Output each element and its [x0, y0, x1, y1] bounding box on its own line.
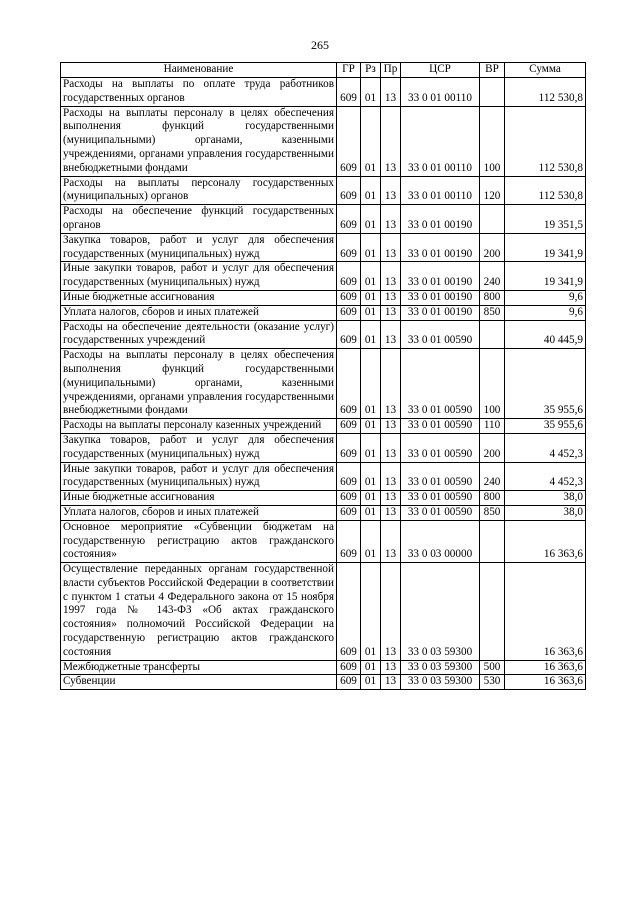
cell-pr: 13 — [381, 563, 401, 661]
cell-rz: 01 — [361, 419, 381, 434]
cell-name: Субвенции — [61, 675, 337, 690]
cell-pr: 13 — [381, 305, 401, 320]
cell-pr: 13 — [381, 462, 401, 491]
table-body — [61, 78, 586, 690]
table-row — [61, 176, 586, 205]
cell-rz: 01 — [361, 563, 381, 661]
cell-pr: 13 — [381, 205, 401, 234]
header-name: Наименование — [61, 63, 337, 78]
table-row — [61, 349, 586, 419]
cell-rz: 01 — [361, 462, 381, 491]
cell-sum: 16 363,6 — [505, 675, 586, 690]
cell-name: Расходы на обеспечение деятельности (оказание услуг) государственных учреждений — [61, 320, 337, 349]
table-row — [61, 520, 586, 562]
cell-pr: 13 — [381, 233, 401, 262]
cell-rz: 01 — [361, 320, 381, 349]
cell-gr: 609 — [337, 205, 361, 234]
cell-sum: 35 955,6 — [505, 419, 586, 434]
table-row — [61, 433, 586, 462]
table-row — [61, 106, 586, 176]
cell-csr: 33 0 03 59300 — [401, 675, 480, 690]
cell-name: Уплата налогов, сборов и иных платежей — [61, 305, 337, 320]
cell-vr: 500 — [480, 660, 505, 675]
cell-sum: 35 955,6 — [505, 349, 586, 419]
cell-sum: 4 452,3 — [505, 462, 586, 491]
cell-pr: 13 — [381, 349, 401, 419]
cell-csr: 33 0 03 59300 — [401, 563, 480, 661]
cell-name: Уплата налогов, сборов и иных платежей — [61, 505, 337, 520]
cell-rz: 01 — [361, 262, 381, 291]
cell-vr: 120 — [480, 176, 505, 205]
cell-csr: 33 0 01 00590 — [401, 491, 480, 506]
cell-vr — [480, 320, 505, 349]
table-row — [61, 491, 586, 506]
cell-vr: 200 — [480, 233, 505, 262]
cell-sum: 9,6 — [505, 305, 586, 320]
cell-gr: 609 — [337, 290, 361, 305]
cell-vr — [480, 205, 505, 234]
cell-gr: 609 — [337, 505, 361, 520]
cell-sum: 4 452,3 — [505, 433, 586, 462]
cell-vr: 100 — [480, 106, 505, 176]
table-row — [61, 78, 586, 107]
cell-pr: 13 — [381, 491, 401, 506]
cell-name: Расходы на выплаты персоналу в целях обеспечения выполнения функций государственными (муниципальными) органами, казенными учреждениями, органами управления государственными внебюджетными фондами — [61, 349, 337, 419]
cell-pr: 13 — [381, 433, 401, 462]
cell-name: Расходы на выплаты персоналу казенных учреждений — [61, 419, 337, 434]
cell-pr: 13 — [381, 106, 401, 176]
table-row — [61, 205, 586, 234]
header-rz: Рз — [361, 63, 381, 78]
cell-vr: 850 — [480, 305, 505, 320]
cell-csr: 33 0 01 00110 — [401, 78, 480, 107]
cell-pr: 13 — [381, 78, 401, 107]
cell-csr: 33 0 01 00190 — [401, 290, 480, 305]
header-vr: ВР — [480, 63, 505, 78]
header-csr: ЦСР — [401, 63, 480, 78]
cell-gr: 609 — [337, 349, 361, 419]
cell-sum: 19 341,9 — [505, 233, 586, 262]
cell-vr: 850 — [480, 505, 505, 520]
cell-sum: 38,0 — [505, 505, 586, 520]
cell-gr: 609 — [337, 320, 361, 349]
cell-vr: 800 — [480, 290, 505, 305]
cell-pr: 13 — [381, 419, 401, 434]
cell-pr: 13 — [381, 505, 401, 520]
table-row — [61, 505, 586, 520]
cell-pr: 13 — [381, 290, 401, 305]
cell-csr: 33 0 03 59300 — [401, 660, 480, 675]
cell-rz: 01 — [361, 491, 381, 506]
cell-csr: 33 0 01 00590 — [401, 320, 480, 349]
cell-vr — [480, 563, 505, 661]
table-row — [61, 462, 586, 491]
cell-gr: 609 — [337, 563, 361, 661]
cell-csr: 33 0 03 00000 — [401, 520, 480, 562]
header-pr: Пр — [381, 63, 401, 78]
cell-vr: 800 — [480, 491, 505, 506]
cell-gr: 609 — [337, 660, 361, 675]
table-row — [61, 305, 586, 320]
cell-gr: 609 — [337, 305, 361, 320]
table-row — [61, 419, 586, 434]
cell-gr: 609 — [337, 520, 361, 562]
cell-name: Иные закупки товаров, работ и услуг для обеспечения государственных (муниципальных) нужд — [61, 462, 337, 491]
table-row — [61, 320, 586, 349]
cell-pr: 13 — [381, 176, 401, 205]
cell-name: Закупка товаров, работ и услуг для обеспечения государственных (муниципальных) нужд — [61, 433, 337, 462]
cell-vr: 110 — [480, 419, 505, 434]
cell-name: Расходы на выплаты по оплате труда работников государственных органов — [61, 78, 337, 107]
cell-sum: 19 351,5 — [505, 205, 586, 234]
cell-rz: 01 — [361, 433, 381, 462]
cell-csr: 33 0 01 00190 — [401, 233, 480, 262]
cell-sum: 112 530,8 — [505, 78, 586, 107]
cell-name: Осуществление переданных органам государственной власти субъектов Российской Федерации в соответствии с пунктом 1 статьи 4 Федерального закона от 15 ноября 1997 года № 143-ФЗ «Об актах гражданского состояния» полномочий Российской Федерации на государственную регистрацию актов гражданского состояния — [61, 563, 337, 661]
cell-name: Расходы на выплаты персоналу государственных (муниципальных) органов — [61, 176, 337, 205]
cell-gr: 609 — [337, 433, 361, 462]
cell-sum: 16 363,6 — [505, 660, 586, 675]
cell-rz: 01 — [361, 205, 381, 234]
cell-sum: 38,0 — [505, 491, 586, 506]
table-row — [61, 262, 586, 291]
cell-rz: 01 — [361, 660, 381, 675]
table-row — [61, 563, 586, 661]
cell-rz: 01 — [361, 505, 381, 520]
cell-pr: 13 — [381, 520, 401, 562]
cell-gr: 609 — [337, 262, 361, 291]
cell-sum: 16 363,6 — [505, 563, 586, 661]
cell-name: Расходы на обеспечение функций государственных органов — [61, 205, 337, 234]
cell-csr: 33 0 01 00590 — [401, 433, 480, 462]
table-row — [61, 675, 586, 690]
cell-vr: 240 — [480, 462, 505, 491]
cell-csr: 33 0 01 00190 — [401, 262, 480, 291]
cell-sum: 16 363,6 — [505, 520, 586, 562]
cell-name: Иные бюджетные ассигнования — [61, 491, 337, 506]
cell-sum: 112 530,8 — [505, 106, 586, 176]
cell-name: Расходы на выплаты персоналу в целях обеспечения выполнения функций государственными (муниципальными) органами, казенными учреждениями, органами управления государственными внебюджетными фондами — [61, 106, 337, 176]
cell-gr: 609 — [337, 106, 361, 176]
cell-gr: 609 — [337, 491, 361, 506]
cell-gr: 609 — [337, 176, 361, 205]
cell-rz: 01 — [361, 176, 381, 205]
cell-rz: 01 — [361, 78, 381, 107]
cell-pr: 13 — [381, 262, 401, 291]
table-row — [61, 233, 586, 262]
cell-sum: 9,6 — [505, 290, 586, 305]
cell-sum: 112 530,8 — [505, 176, 586, 205]
cell-gr: 609 — [337, 78, 361, 107]
cell-vr: 200 — [480, 433, 505, 462]
cell-gr: 609 — [337, 675, 361, 690]
table-row — [61, 660, 586, 675]
cell-csr: 33 0 01 00190 — [401, 305, 480, 320]
cell-sum: 40 445,9 — [505, 320, 586, 349]
cell-csr: 33 0 01 00590 — [401, 505, 480, 520]
cell-name: Иные бюджетные ассигнования — [61, 290, 337, 305]
cell-vr: 100 — [480, 349, 505, 419]
cell-sum: 19 341,9 — [505, 262, 586, 291]
cell-gr: 609 — [337, 419, 361, 434]
header-gr: ГР — [337, 63, 361, 78]
page-number: 265 — [311, 38, 329, 52]
cell-name: Иные закупки товаров, работ и услуг для обеспечения государственных (муниципальных) нужд — [61, 262, 337, 291]
cell-csr: 33 0 01 00590 — [401, 349, 480, 419]
cell-pr: 13 — [381, 660, 401, 675]
cell-csr: 33 0 01 00110 — [401, 176, 480, 205]
cell-pr: 13 — [381, 320, 401, 349]
cell-rz: 01 — [361, 233, 381, 262]
cell-csr: 33 0 01 00190 — [401, 205, 480, 234]
cell-rz: 01 — [361, 305, 381, 320]
cell-vr — [480, 78, 505, 107]
table-header-row — [61, 63, 586, 78]
cell-rz: 01 — [361, 290, 381, 305]
cell-vr: 240 — [480, 262, 505, 291]
budget-table — [60, 62, 586, 690]
cell-name: Межбюджетные трансферты — [61, 660, 337, 675]
cell-rz: 01 — [361, 106, 381, 176]
cell-csr: 33 0 01 00110 — [401, 106, 480, 176]
cell-csr: 33 0 01 00590 — [401, 419, 480, 434]
cell-vr: 530 — [480, 675, 505, 690]
cell-csr: 33 0 01 00590 — [401, 462, 480, 491]
cell-vr — [480, 520, 505, 562]
cell-gr: 609 — [337, 233, 361, 262]
cell-rz: 01 — [361, 520, 381, 562]
cell-rz: 01 — [361, 349, 381, 419]
header-sum: Сумма — [505, 63, 586, 78]
cell-pr: 13 — [381, 675, 401, 690]
table-row — [61, 290, 586, 305]
cell-gr: 609 — [337, 462, 361, 491]
cell-name: Закупка товаров, работ и услуг для обеспечения государственных (муниципальных) нужд — [61, 233, 337, 262]
cell-name: Основное мероприятие «Субвенции бюджетам на государственную регистрацию актов гражданского состояния» — [61, 520, 337, 562]
cell-rz: 01 — [361, 675, 381, 690]
